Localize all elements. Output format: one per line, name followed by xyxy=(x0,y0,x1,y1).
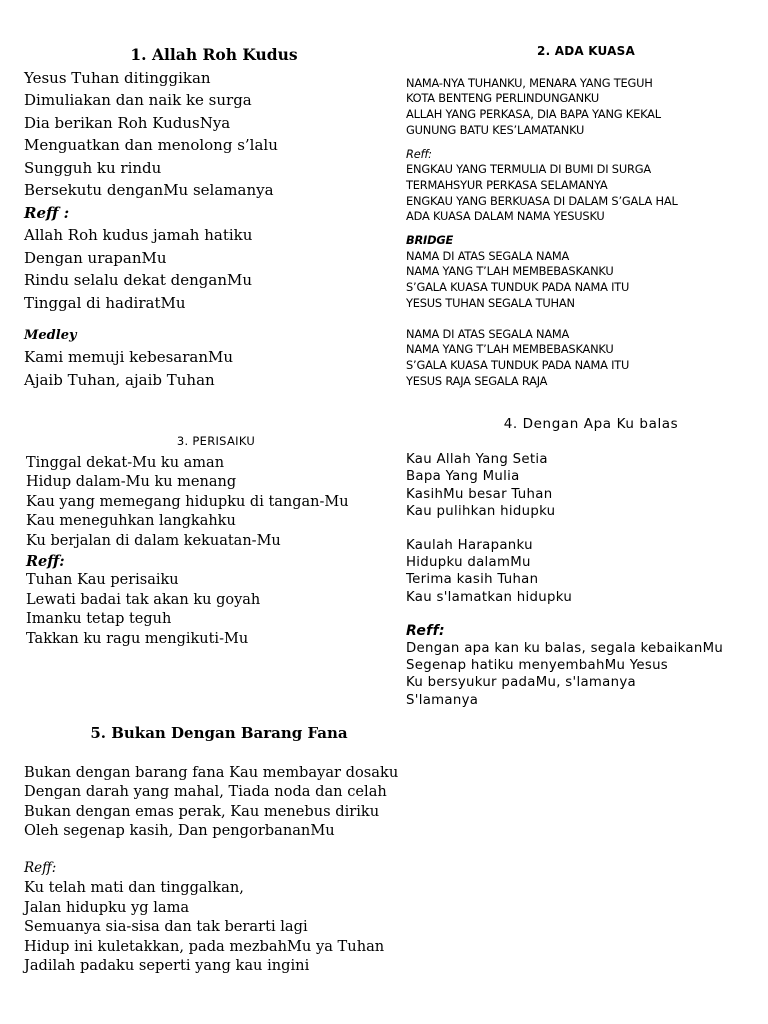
reff-label: Reff: xyxy=(406,622,445,639)
lyric-line: Bukan dengan emas perak, Kau menebus diriku xyxy=(24,802,380,820)
lyric-line: S'lamanya xyxy=(406,692,479,708)
lyric-line: Kami memuji kebesaranMu xyxy=(24,348,234,366)
lyric-line: TERMAHSYUR PERKASA SELAMANYA xyxy=(406,177,608,192)
lyric-line: Terima kasih Tuhan xyxy=(406,572,539,588)
lyric-line: YESUS RAJA SEGALA RAJA xyxy=(406,373,548,388)
lyric-line: S’GALA KUASA TUNDUK PADA NAMA ITU xyxy=(406,357,630,372)
lyric-line: Yesus Tuhan ditinggikan xyxy=(24,68,211,87)
lyric-line: NAMA YANG T’LAH MEMBEBASKANKU xyxy=(406,342,614,357)
lyric-line: Imanku tetap teguh xyxy=(26,611,172,628)
stanza-gap xyxy=(406,606,736,623)
reff-label: Reff: xyxy=(26,552,65,570)
lyric-line: Hidupku dalamMu xyxy=(406,555,531,571)
lyric-line: Tinggal di hadiratMu xyxy=(24,293,186,312)
lyric-line: Oleh segenap kasih, Dan pengorbananMu xyxy=(24,822,335,839)
lyric-line: Dengan urapanMu xyxy=(24,248,167,267)
lyric-line: GUNUNG BATU KES’LAMATANKU xyxy=(406,122,585,137)
lyric-line: ENGKAU YANG BERKUASA DI DALAM S’GALA HAL xyxy=(406,193,678,208)
song-allah-roh-kudus xyxy=(24,44,364,391)
lyric-line: Rindu selalu dekat denganMu xyxy=(24,271,252,289)
song-ada-kuasa xyxy=(406,44,746,389)
lyric-line: Dia berikan Roh KudusNya xyxy=(24,113,231,132)
lyric-line: Lewati badai tak akan ku goyah xyxy=(26,591,261,608)
lyric-line: Dengan apa kan ku balas, segala kebaikanMu xyxy=(406,641,724,657)
lyric-line: Bukan dengan barang fana Kau membayar dosaku xyxy=(24,763,399,781)
lyric-line: Ku telah mati dan tinggalkan, xyxy=(24,879,244,896)
lyric-line: Kaulah Harapanku xyxy=(406,538,533,554)
lyric-line: S’GALA KUASA TUNDUK PADA NAMA ITU xyxy=(406,280,630,295)
lyric-line: Sungguh ku rindu xyxy=(24,158,162,177)
song-dengan-apa-ku-balas xyxy=(406,416,736,709)
lyric-line: Bapa Yang Mulia xyxy=(406,469,520,485)
lyric-line: Kau Allah Yang Setia xyxy=(406,452,548,468)
lyric-line: NAMA-NYA TUHANKU, MENARA YANG TEGUH xyxy=(406,75,653,90)
song-perisaiku xyxy=(26,432,366,650)
reff-label: Reff: xyxy=(24,859,57,876)
lyric-line: KasihMu besar Tuhan xyxy=(406,486,553,502)
lyric-line: Jadilah padaku seperti yang kau ingini xyxy=(24,957,310,974)
lyric-line: NAMA DI ATAS SEGALA NAMA xyxy=(406,326,570,341)
lyric-line: Jalan hidupku yg lama xyxy=(24,898,190,916)
song-title: 5. Bukan Dengan Barang Fana xyxy=(90,724,348,742)
song-bukan-dengan-barang-fana xyxy=(24,724,404,976)
lyric-line: YESUS TUHAN SEGALA TUHAN xyxy=(406,295,575,310)
stanza-gap xyxy=(406,312,746,327)
lyric-line: Takkan ku ragu mengikuti-Mu xyxy=(26,630,249,647)
lyric-line: Kau yang memegang hidupku di tangan-Mu xyxy=(26,493,349,510)
lyric-line: Ku berjalan di dalam kekuatan-Mu xyxy=(26,532,281,549)
lyric-line: Dengan darah yang mahal, Tiada noda dan celah xyxy=(24,783,387,800)
lyric-line: Kau pulihkan hidupku xyxy=(406,503,556,519)
lyric-line: ADA KUASA DALAM NAMA YESUSKU xyxy=(406,209,605,224)
lyric-line: KOTA BENTENG PERLINDUNGANKU xyxy=(406,91,600,106)
lyric-line: Kau s'lamatkan hidupku xyxy=(406,589,573,605)
lyric-line: Dimuliakan dan naik ke surga xyxy=(24,91,252,109)
bridge-label: BRIDGE xyxy=(406,233,454,248)
lyric-line: Ajaib Tuhan, ajaib Tuhan xyxy=(24,370,215,389)
lyric-line: Ku bersyukur padaMu, s'lamanya xyxy=(406,675,636,691)
medley-label: Medley xyxy=(24,328,77,343)
lyric-line: NAMA DI ATAS SEGALA NAMA xyxy=(406,248,570,263)
reff-label: Reff: xyxy=(406,146,432,161)
lyric-line: Tinggal dekat-Mu ku aman xyxy=(26,454,225,471)
lyric-line: NAMA YANG T’LAH MEMBEBASKANKU xyxy=(406,264,614,279)
stanza-gap xyxy=(406,520,736,537)
lyric-line: Kau meneguhkan langkahku xyxy=(26,513,236,530)
lyric-line: Semuanya sia-sisa dan tak berarti lagi xyxy=(24,918,308,935)
lyric-line: ENGKAU YANG TERMULIA DI BUMI DI SURGA xyxy=(406,162,651,177)
lyric-line: Tuhan Kau perisaiku xyxy=(26,572,179,589)
lyric-line: Hidup ini kuletakkan, pada mezbahMu ya Tuhan xyxy=(24,937,385,955)
lyric-line: Segenap hatiku menyembahMu Yesus xyxy=(406,658,669,674)
lyric-line: Allah Roh kudus jamah hatiku xyxy=(24,226,253,244)
lyric-line: Hidup dalam-Mu ku menang xyxy=(26,474,237,491)
song-title: 1. Allah Roh Kudus xyxy=(130,45,298,64)
lyric-line: ALLAH YANG PERKASA, DIA BAPA YANG KEKAL xyxy=(406,107,661,122)
song-title: 4. Dengan Apa Ku balas xyxy=(503,416,679,432)
song-title: 2. ADA KUASA xyxy=(537,44,635,58)
reff-label: Reff : xyxy=(24,203,70,222)
song-title: 3. PERISAIKU xyxy=(176,434,256,448)
lyric-line: Bersekutu denganMu selamanya xyxy=(24,181,274,199)
lyric-line: Menguatkan dan menolong s’lalu xyxy=(24,136,278,154)
